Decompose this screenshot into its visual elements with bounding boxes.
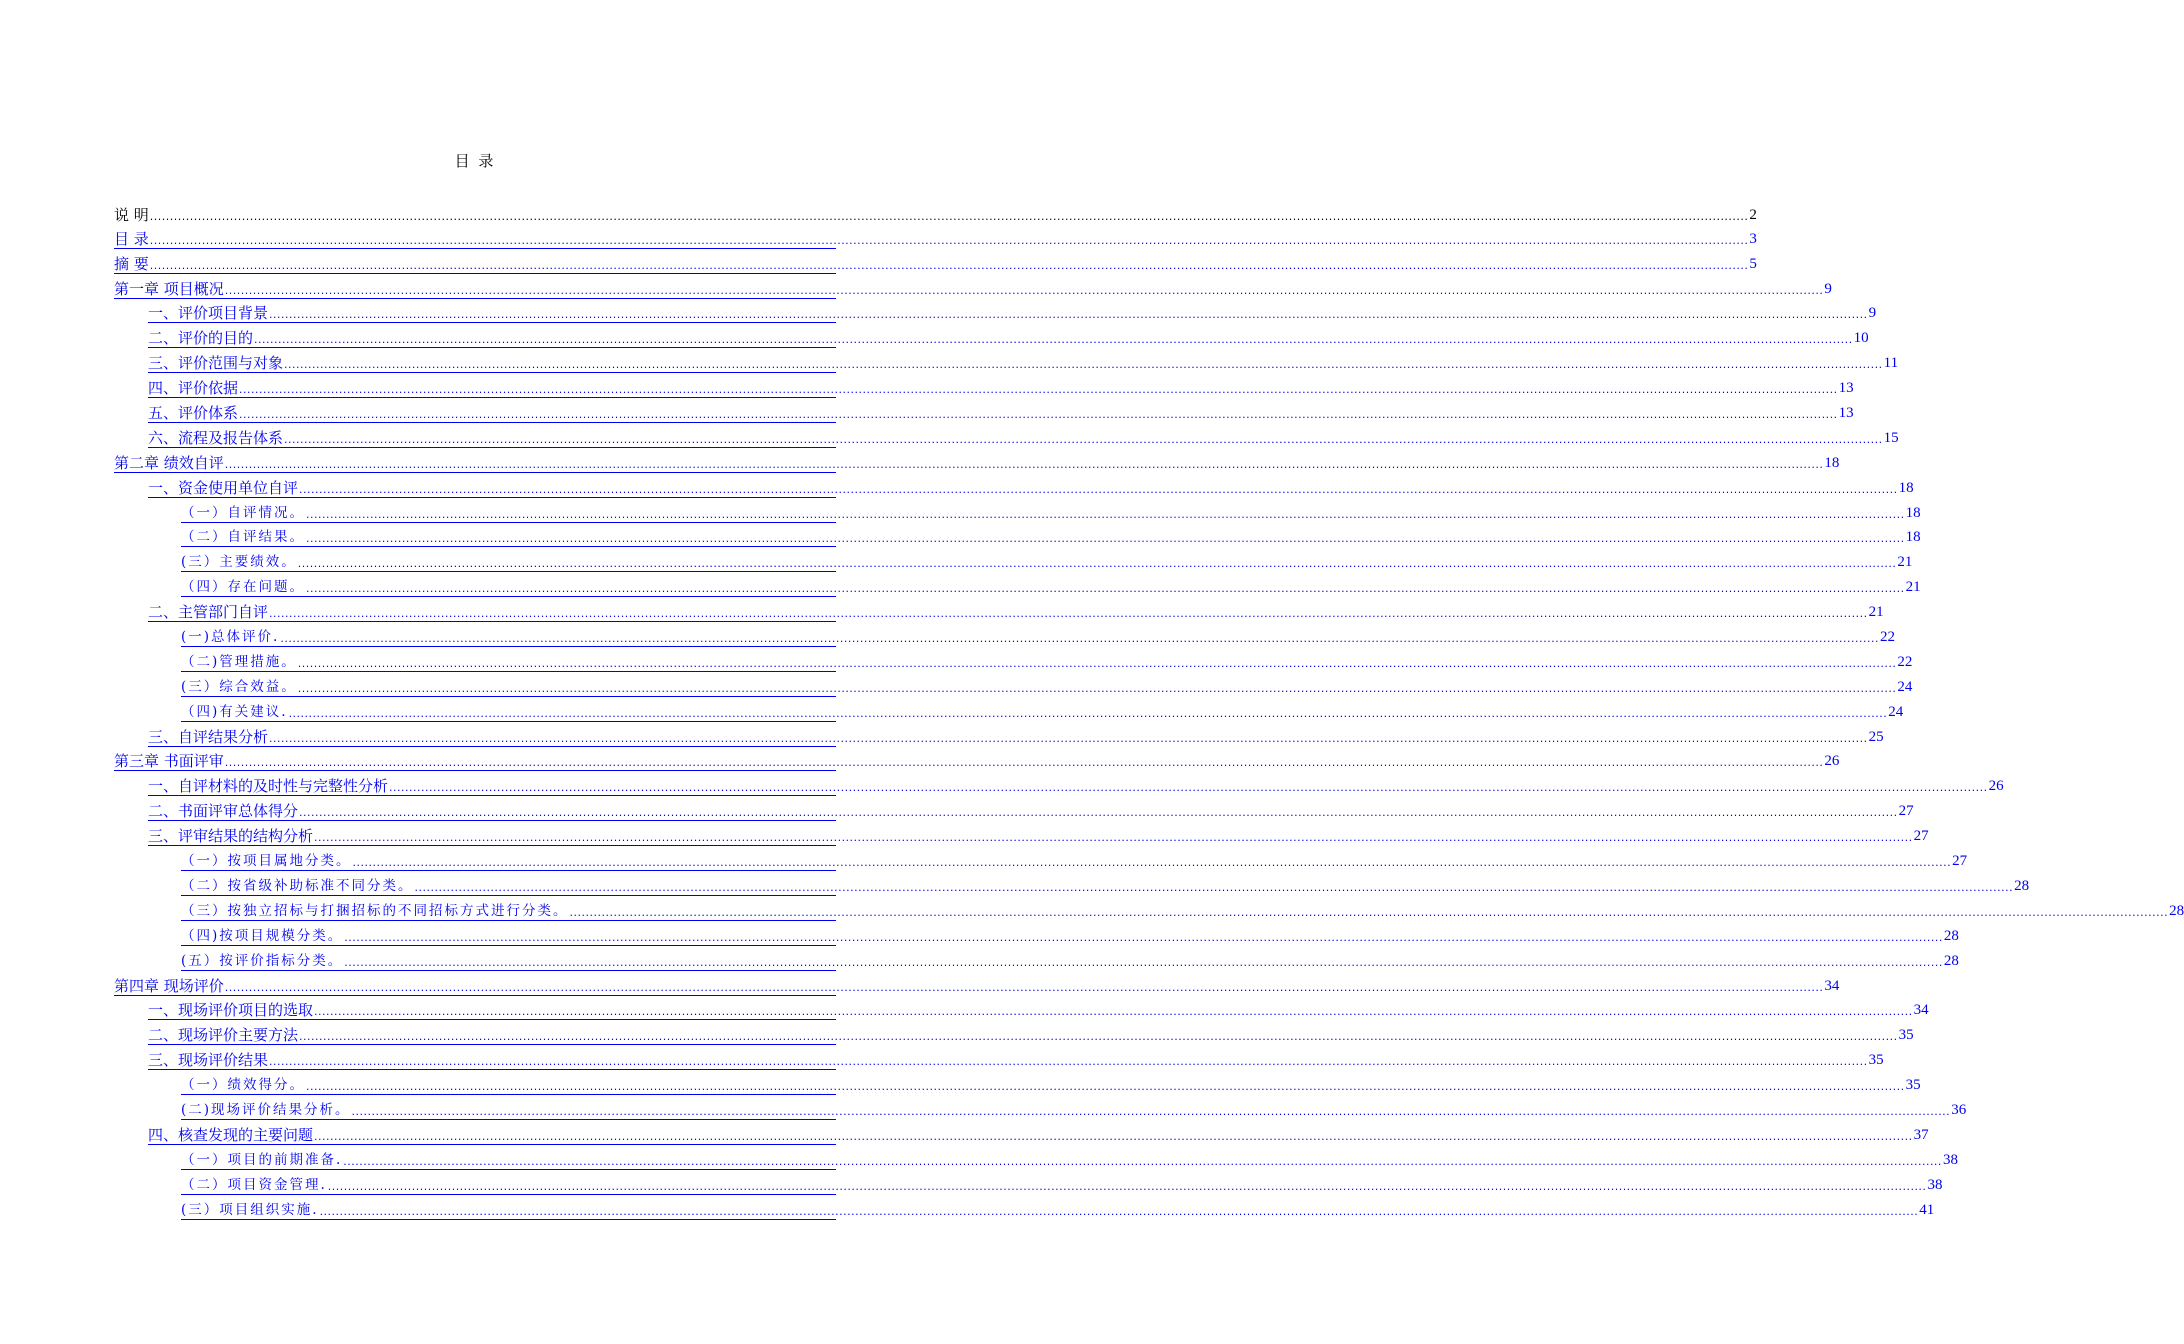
toc-entry-title: (二)现场评价结果分析。 [181, 1101, 351, 1118]
toc-entry[interactable] [148, 1045, 1884, 1070]
toc-entry-page: 11 [1883, 355, 1899, 372]
toc-entry-page: 9 [1868, 305, 1877, 322]
toc-entry-page: 34 [1824, 977, 1840, 994]
toc-entry-title: 第三章 书面评审 [114, 752, 224, 771]
toc-entry-page: 15 [1883, 429, 1899, 446]
toc-entry-title: 第四章 现场评价 [114, 976, 224, 995]
toc-entry-page: 21 [1905, 579, 1921, 596]
toc-entry-page: 26 [1988, 778, 2004, 795]
toc-entry-title: 一、自评材料的及时性与完整性分析 [148, 777, 389, 796]
toc-entry[interactable] [181, 498, 1921, 523]
toc-entry-page: 27 [1913, 828, 1929, 845]
toc-entry-title: (一)总体评价. [181, 629, 280, 646]
toc-entry-title: （一）按项目属地分类。 [181, 853, 352, 870]
toc-entry[interactable] [148, 597, 1884, 622]
toc-entry-page: 10 [1853, 330, 1869, 347]
toc-entry[interactable] [181, 871, 2030, 896]
toc-entry[interactable] [181, 896, 2184, 921]
toc-leader-dots: ................................................................................................................................................................................................................................................................................................................................................................................................................ [314, 1005, 1913, 1019]
toc-entry[interactable] [181, 846, 1968, 871]
toc-leader-dots: ................................................................................................................................................................................................................................................................................................................................................................................................................ [288, 706, 1888, 720]
toc-entry-page: 27 [1952, 853, 1968, 870]
toc-entry-title: （二）自评结果。 [181, 529, 305, 546]
toc-entry[interactable] [148, 771, 2004, 796]
toc-entry[interactable] [148, 398, 1854, 423]
toc-leader-dots: ................................................................................................................................................................................................................................................................................................................................................................................................................ [297, 557, 1897, 571]
toc-entry[interactable] [181, 547, 1913, 572]
toc-entry[interactable] [148, 423, 1899, 448]
toc-entry[interactable] [114, 971, 1840, 996]
toc-entry-page: 24 [1897, 678, 1913, 695]
toc-entry-title: 目 录 [114, 229, 149, 248]
toc-entry-title: （二)管理措施。 [181, 653, 297, 670]
toc-entry-title: （三）按独立招标与打捆招标的不同招标方式进行分类。 [181, 902, 569, 919]
toc-entry-title: （四）存在问题。 [181, 579, 305, 596]
toc-entry[interactable] [181, 1145, 1958, 1170]
toc-leader-dots: ................................................................................................................................................................................................................................................................................................................................................................................................................ [149, 209, 1749, 223]
toc-leader-dots: ................................................................................................................................................................................................................................................................................................................................................................................................................ [351, 1104, 1951, 1118]
toc-entry-page: 22 [1897, 653, 1913, 670]
toc-entry-page: 13 [1838, 405, 1854, 422]
toc-entry[interactable] [181, 921, 1959, 946]
toc-entry-title: （四)按项目规模分类。 [181, 927, 344, 944]
toc-entry-title: （一）自评情况。 [181, 504, 305, 521]
toc-entry-page: 18 [1905, 504, 1921, 521]
toc-leader-dots: ................................................................................................................................................................................................................................................................................................................................................................................................................ [344, 955, 1943, 969]
toc-leader-dots: ................................................................................................................................................................................................................................................................................................................................................................................................................ [239, 408, 1838, 422]
toc-leader-dots: ................................................................................................................................................................................................................................................................................................................................................................................................................ [149, 258, 1749, 272]
toc-entry-title: 五、评价体系 [148, 404, 239, 423]
toc-leader-dots: ................................................................................................................................................................................................................................................................................................................................................................................................................ [224, 980, 1824, 994]
toc-entry[interactable] [148, 796, 1914, 821]
table-of-contents [114, 199, 2184, 1220]
toc-entry-title: 第一章 项目概况 [114, 279, 224, 298]
toc-entry[interactable] [181, 622, 1895, 647]
toc-entry-title: (五）按评价指标分类。 [181, 952, 344, 969]
toc-entry[interactable] [148, 996, 1929, 1021]
toc-entry-title: 三、自评结果分析 [148, 727, 269, 746]
toc-entry[interactable] [114, 448, 1840, 473]
toc-entry-title: 六、流程及报告体系 [148, 428, 284, 447]
toc-leader-dots: ................................................................................................................................................................................................................................................................................................................................................................................................................ [389, 781, 1988, 795]
toc-entry-page: 18 [1905, 529, 1921, 546]
toc-entry-page: 21 [1897, 554, 1913, 571]
toc-entry-page: 3 [1749, 230, 1757, 247]
toc-entry-title: 二、现场评价主要方法 [148, 1026, 299, 1045]
toc-entry[interactable] [148, 722, 1884, 747]
toc-entry-page: 26 [1824, 753, 1840, 770]
toc-leader-dots: ................................................................................................................................................................................................................................................................................................................................................................................................................ [284, 358, 1883, 372]
toc-leader-dots: ................................................................................................................................................................................................................................................................................................................................................................................................................ [306, 582, 1905, 596]
toc-entry[interactable] [181, 946, 1959, 971]
toc-entry-page: 27 [1898, 803, 1914, 820]
toc-entry-page: 38 [1927, 1176, 1943, 1193]
toc-entry-title: （二）按省级补助标准不同分类。 [181, 877, 414, 894]
toc-leader-dots: ................................................................................................................................................................................................................................................................................................................................................................................................................ [299, 806, 1898, 820]
toc-entry-page: 13 [1838, 380, 1854, 397]
toc-entry[interactable] [181, 697, 1904, 722]
toc-entry[interactable] [181, 1170, 1943, 1195]
toc-leader-dots: ................................................................................................................................................................................................................................................................................................................................................................................................................ [569, 905, 2169, 919]
toc-leader-dots: ................................................................................................................................................................................................................................................................................................................................................................................................................ [149, 233, 1749, 247]
toc-entry-title: 三、现场评价结果 [148, 1051, 269, 1070]
toc-entry[interactable] [181, 1070, 1921, 1095]
toc-entry[interactable] [148, 821, 1929, 846]
toc-entry-page: 35 [1868, 1052, 1884, 1069]
toc-entry-title: 一、现场评价项目的选取 [148, 1001, 314, 1020]
toc-entry-page: 25 [1868, 728, 1884, 745]
toc-entry-page: 18 [1898, 479, 1914, 496]
toc-entry[interactable] [181, 647, 1913, 672]
toc-entry[interactable] [148, 323, 1869, 348]
toc-entry-title: (三）综合效益。 [181, 678, 297, 695]
toc-leader-dots: ................................................................................................................................................................................................................................................................................................................................................................................................................ [269, 607, 1868, 621]
toc-entry[interactable] [114, 249, 1757, 274]
toc-leader-dots: ................................................................................................................................................................................................................................................................................................................................................................................................................ [224, 756, 1824, 770]
toc-entry-title: 二、书面评审总体得分 [148, 802, 299, 821]
toc-entry-page: 35 [1898, 1027, 1914, 1044]
toc-leader-dots: ................................................................................................................................................................................................................................................................................................................................................................................................................ [269, 1055, 1868, 1069]
toc-entry-page: 9 [1824, 280, 1832, 297]
toc-entry-page: 18 [1824, 454, 1840, 471]
toc-entry[interactable] [181, 572, 1921, 597]
toc-entry-page: 22 [1879, 629, 1895, 646]
toc-entry-page: 38 [1942, 1151, 1958, 1168]
toc-entry-title: （二）项目资金管理. [181, 1176, 327, 1193]
toc-entry [114, 199, 1757, 224]
toc-leader-dots: ................................................................................................................................................................................................................................................................................................................................................................................................................ [327, 1179, 1927, 1193]
toc-entry-title: 三、评价范围与对象 [148, 354, 284, 373]
toc-entry-page: 28 [2014, 877, 2030, 894]
toc-entry-page: 36 [1951, 1101, 1967, 1118]
toc-leader-dots: ................................................................................................................................................................................................................................................................................................................................................................................................................ [299, 1030, 1898, 1044]
toc-entry-title: (三）项目组织实施. [181, 1201, 319, 1218]
toc-entry-page: 24 [1888, 703, 1904, 720]
toc-entry[interactable] [181, 1195, 1935, 1220]
toc-leader-dots: ................................................................................................................................................................................................................................................................................................................................................................................................................ [299, 482, 1898, 496]
toc-entry-title: 第二章 绩效自评 [114, 453, 224, 472]
toc-entry[interactable] [148, 348, 1899, 373]
toc-leader-dots: ................................................................................................................................................................................................................................................................................................................................................................................................................ [306, 507, 1905, 521]
toc-leader-dots: ................................................................................................................................................................................................................................................................................................................................................................................................................ [414, 880, 2014, 894]
toc-entry-title: 三、评审结果的结构分析 [148, 827, 314, 846]
toc-entry[interactable] [148, 473, 1914, 498]
toc-entry[interactable] [148, 373, 1854, 398]
toc-entry-page: 35 [1905, 1077, 1921, 1094]
toc-entry-page: 28 [1943, 927, 1959, 944]
toc-leader-dots: ................................................................................................................................................................................................................................................................................................................................................................................................................ [297, 656, 1897, 670]
toc-entry[interactable] [148, 1020, 1914, 1045]
toc-entry-page: 41 [1919, 1201, 1935, 1218]
toc-entry-title: 说 明 [114, 205, 149, 224]
toc-leader-dots: ................................................................................................................................................................................................................................................................................................................................................................................................................ [269, 308, 1868, 322]
toc-entry-page: 21 [1868, 604, 1884, 621]
toc-entry-title: 一、资金使用单位自评 [148, 478, 299, 497]
toc-leader-dots: ................................................................................................................................................................................................................................................................................................................................................................................................................ [297, 681, 1897, 695]
toc-entry[interactable] [148, 1120, 1929, 1145]
toc-entry-title: 一、评价项目背景 [148, 304, 269, 323]
toc-leader-dots: ................................................................................................................................................................................................................................................................................................................................................................................................................ [314, 831, 1913, 845]
toc-entry[interactable] [148, 299, 1877, 324]
toc-entry-page: 5 [1749, 255, 1757, 272]
toc-leader-dots: ................................................................................................................................................................................................................................................................................................................................................................................................................ [306, 532, 1905, 546]
toc-entry[interactable] [114, 224, 1757, 249]
toc-leader-dots: ................................................................................................................................................................................................................................................................................................................................................................................................................ [280, 632, 1879, 646]
toc-entry[interactable] [114, 274, 1832, 299]
toc-entry-title: 二、主管部门自评 [148, 603, 269, 622]
toc-leader-dots: ................................................................................................................................................................................................................................................................................................................................................................................................................ [269, 731, 1868, 745]
toc-entry-title: （一）项目的前期准备. [181, 1151, 343, 1168]
toc-leader-dots: ................................................................................................................................................................................................................................................................................................................................................................................................................ [319, 1204, 1919, 1218]
toc-entry-page: 34 [1913, 1002, 1929, 1019]
toc-leader-dots: ................................................................................................................................................................................................................................................................................................................................................................................................................ [352, 856, 1952, 870]
toc-leader-dots: ................................................................................................................................................................................................................................................................................................................................................................................................................ [224, 283, 1824, 297]
toc-entry-page: 2 [1749, 206, 1757, 223]
toc-entry[interactable] [181, 672, 1913, 697]
toc-entry[interactable] [181, 523, 1921, 548]
toc-entry-title: 四、评价依据 [148, 379, 239, 398]
toc-entry-title: (三）主要绩效。 [181, 554, 297, 571]
toc-entry-page: 37 [1913, 1126, 1929, 1143]
toc-entry-page: 28 [1943, 952, 1959, 969]
toc-entry-title: （一）绩效得分。 [181, 1077, 305, 1094]
toc-leader-dots: ................................................................................................................................................................................................................................................................................................................................................................................................................ [306, 1080, 1905, 1094]
toc-leader-dots: ................................................................................................................................................................................................................................................................................................................................................................................................................ [343, 1154, 1942, 1168]
toc-entry-title: 四、核查发现的主要问题 [148, 1125, 314, 1144]
toc-entry-page: 28 [2169, 902, 2184, 919]
toc-entry[interactable] [114, 747, 1840, 772]
page-title: 目 录 [454, 152, 496, 170]
toc-leader-dots: ................................................................................................................................................................................................................................................................................................................................................................................................................ [314, 1129, 1913, 1143]
toc-leader-dots: ................................................................................................................................................................................................................................................................................................................................................................................................................ [239, 383, 1838, 397]
toc-leader-dots: ................................................................................................................................................................................................................................................................................................................................................................................................................ [254, 333, 1853, 347]
toc-entry[interactable] [181, 1095, 1967, 1120]
toc-leader-dots: ................................................................................................................................................................................................................................................................................................................................................................................................................ [224, 457, 1824, 471]
toc-entry-title: 二、评价的目的 [148, 329, 254, 348]
toc-leader-dots: ................................................................................................................................................................................................................................................................................................................................................................................................................ [284, 432, 1883, 446]
toc-entry-title: 摘 要 [114, 254, 149, 273]
toc-entry-title: （四)有关建议. [181, 703, 288, 720]
toc-leader-dots: ................................................................................................................................................................................................................................................................................................................................................................................................................ [344, 930, 1943, 944]
